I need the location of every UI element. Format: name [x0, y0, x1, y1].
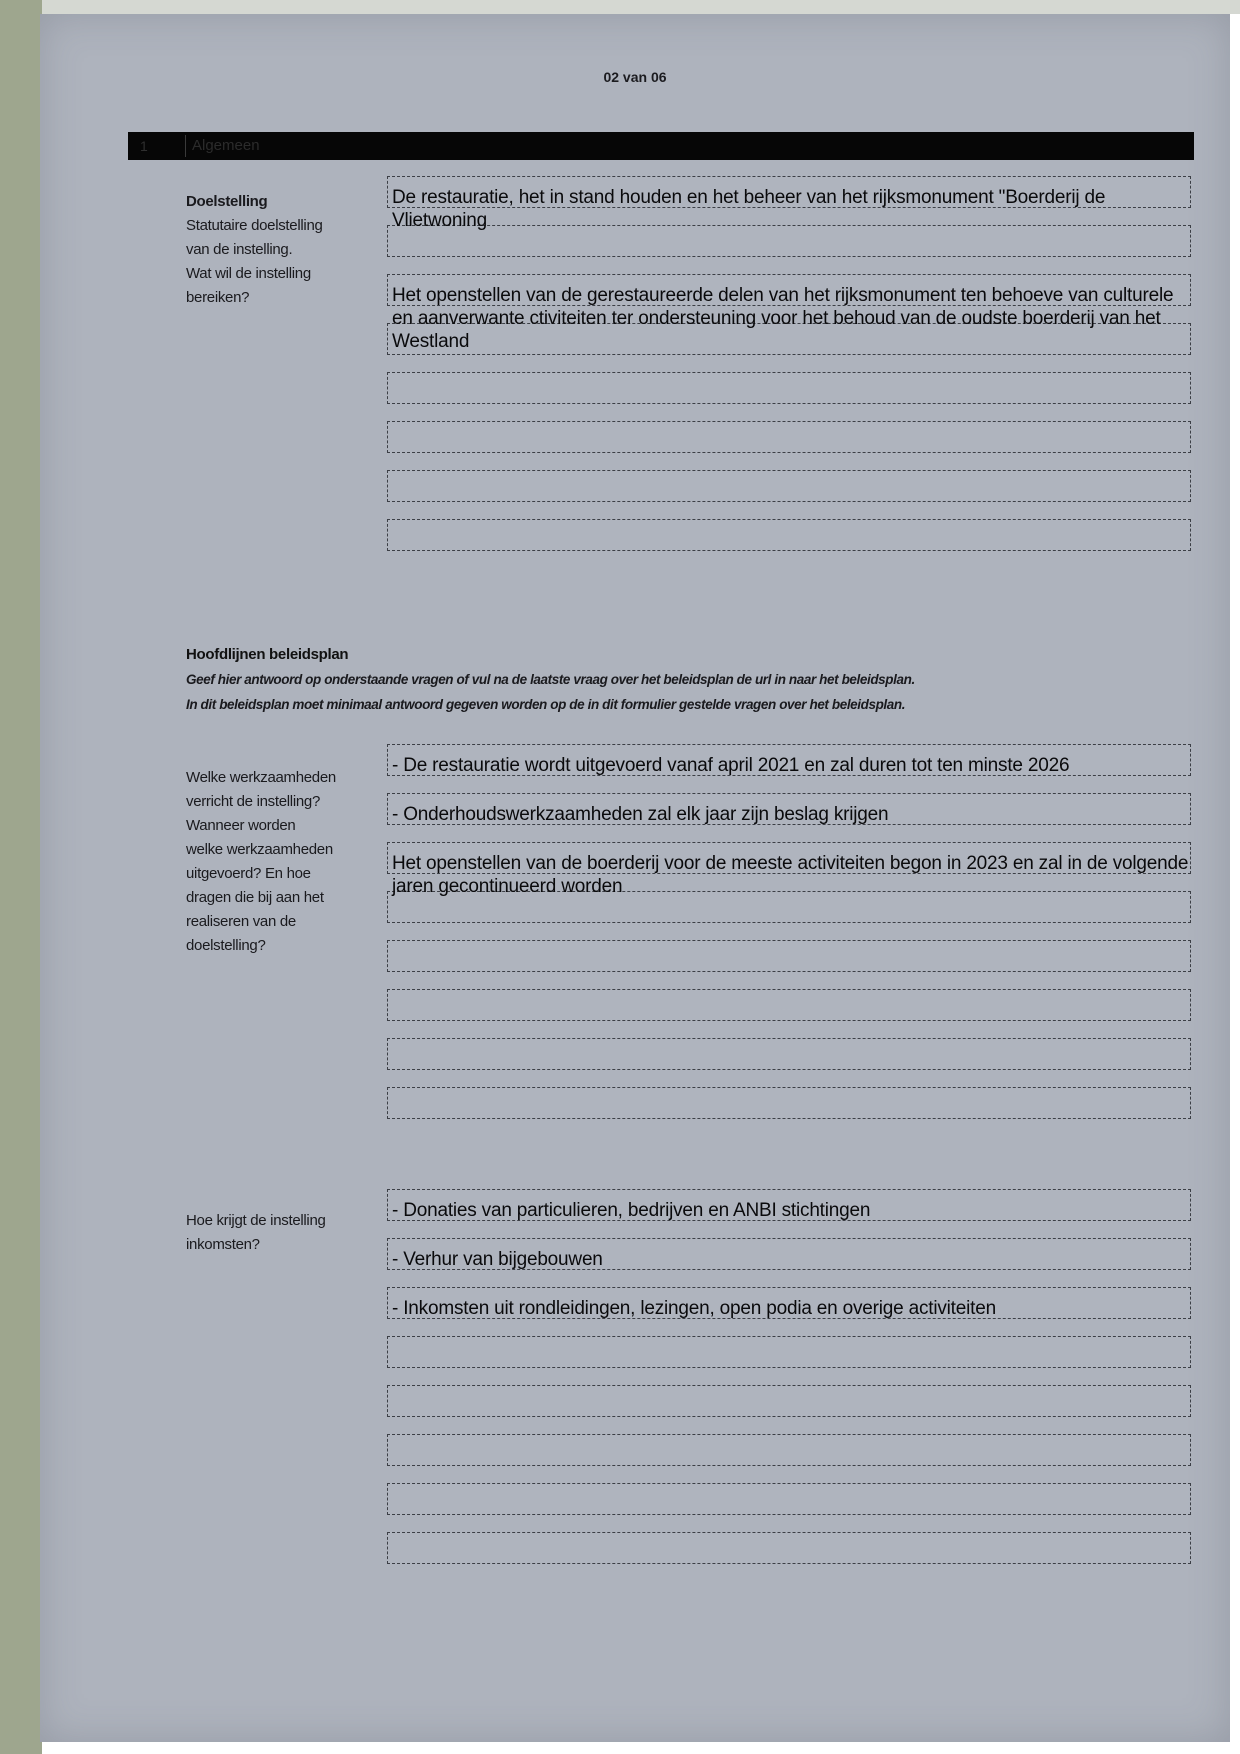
scanner-top-border	[0, 0, 1240, 14]
doelstelling-field-8[interactable]	[387, 519, 1191, 551]
beleidsplan-heading: Hoofdlijnen beleidsplan	[186, 646, 349, 663]
werkzaamheden-label-line: Wanneer worden	[186, 817, 296, 834]
form-page	[40, 14, 1230, 1742]
doelstelling-field-5[interactable]	[387, 372, 1191, 404]
werkzaamheden-label-line: verricht de instelling?	[186, 793, 321, 810]
inkomsten-answer-2: - Verhur van bijgebouwen	[392, 1249, 603, 1270]
doelstelling-label	[186, 190, 323, 310]
werkzaamheden-label-line: dragen die bij aan het	[186, 889, 324, 906]
page-number: 02 van 06	[603, 69, 667, 85]
inkomsten-answer-1: - Donaties van particulieren, bedrijven en ANBI stichtingen	[392, 1200, 871, 1221]
werkzaamheden-label-line: realiseren van de	[186, 913, 296, 930]
werkzaamheden-answer-3: Het openstellen van de boerderij voor de meeste activiteiten begon in 2023 en zal in de volgende jaren gecontinueerd worden	[392, 853, 1189, 897]
doelstelling-field-6[interactable]	[387, 421, 1191, 453]
doelstelling-answer-1: De restauratie, het in stand houden en het beheer van het rijksmonument "Boerderij de Vlietwoning	[392, 187, 1106, 231]
inkomsten-label-line: inkomsten?	[186, 1236, 260, 1253]
inkomsten-label-line: Hoe krijgt de instelling	[186, 1212, 326, 1229]
werkzaamheden-label-line: doelstelling?	[186, 937, 266, 954]
section-title: Algemeen	[192, 137, 260, 154]
inkomsten-field-5[interactable]	[387, 1385, 1191, 1417]
werkzaamheden-answer-1: - De restauratie wordt uitgevoerd vanaf april 2021 en zal duren tot ten minste 2026	[392, 755, 1070, 776]
inkomsten-field-4[interactable]	[387, 1336, 1191, 1368]
werkzaamheden-field-6[interactable]	[387, 989, 1191, 1021]
werkzaamheden-field-7[interactable]	[387, 1038, 1191, 1070]
inkomsten-field-7[interactable]	[387, 1483, 1191, 1515]
inkomsten-answer-3: - Inkomsten uit rondleidingen, lezingen, open podia en overige activiteiten	[392, 1298, 996, 1319]
doelstelling-label-line: bereiken?	[186, 289, 250, 306]
doelstelling-label-line: van de instelling.	[186, 241, 293, 258]
doelstelling-title: Doelstelling	[186, 193, 268, 210]
beleidsplan-instruction: In dit beleidsplan moet minimaal antwoord gegeven worden op de in dit formulier gestelde vragen over het beleidsplan.	[186, 697, 906, 712]
inkomsten-field-8[interactable]	[387, 1532, 1191, 1564]
doelstelling-label-line: Wat wil de instelling	[186, 265, 311, 282]
werkzaamheden-field-8[interactable]	[387, 1087, 1191, 1119]
section-divider	[185, 135, 186, 157]
scanner-left-border	[0, 0, 42, 1754]
section-number: 1	[140, 138, 148, 154]
werkzaamheden-label-line: uitgevoerd? En hoe	[186, 865, 311, 882]
werkzaamheden-field-5[interactable]	[387, 940, 1191, 972]
beleidsplan-instruction: Geef hier antwoord op onderstaande vragen of vul na de laatste vraag over het beleidsplan de url in naar het beleidsplan.	[186, 672, 915, 687]
doelstelling-label-line: Statutaire doelstelling	[186, 217, 323, 234]
section-header-bar	[128, 132, 1194, 160]
werkzaamheden-label-line: Welke werkzaamheden	[186, 769, 336, 786]
doelstelling-answer-2: Het openstellen van de gerestaureerde delen van het rijksmonument ten behoeve van culturele en aanverwante ctiviteiten ter ondersteuning voor het behoud van de oudste boerderij van het Westland	[392, 285, 1174, 352]
werkzaamheden-label	[186, 766, 336, 958]
doelstelling-field-7[interactable]	[387, 470, 1191, 502]
werkzaamheden-label-line: welke werkzaamheden	[186, 841, 333, 858]
inkomsten-label	[186, 1209, 326, 1257]
werkzaamheden-answer-2: - Onderhoudswerkzaamheden zal elk jaar zijn beslag krijgen	[392, 804, 889, 825]
inkomsten-field-6[interactable]	[387, 1434, 1191, 1466]
